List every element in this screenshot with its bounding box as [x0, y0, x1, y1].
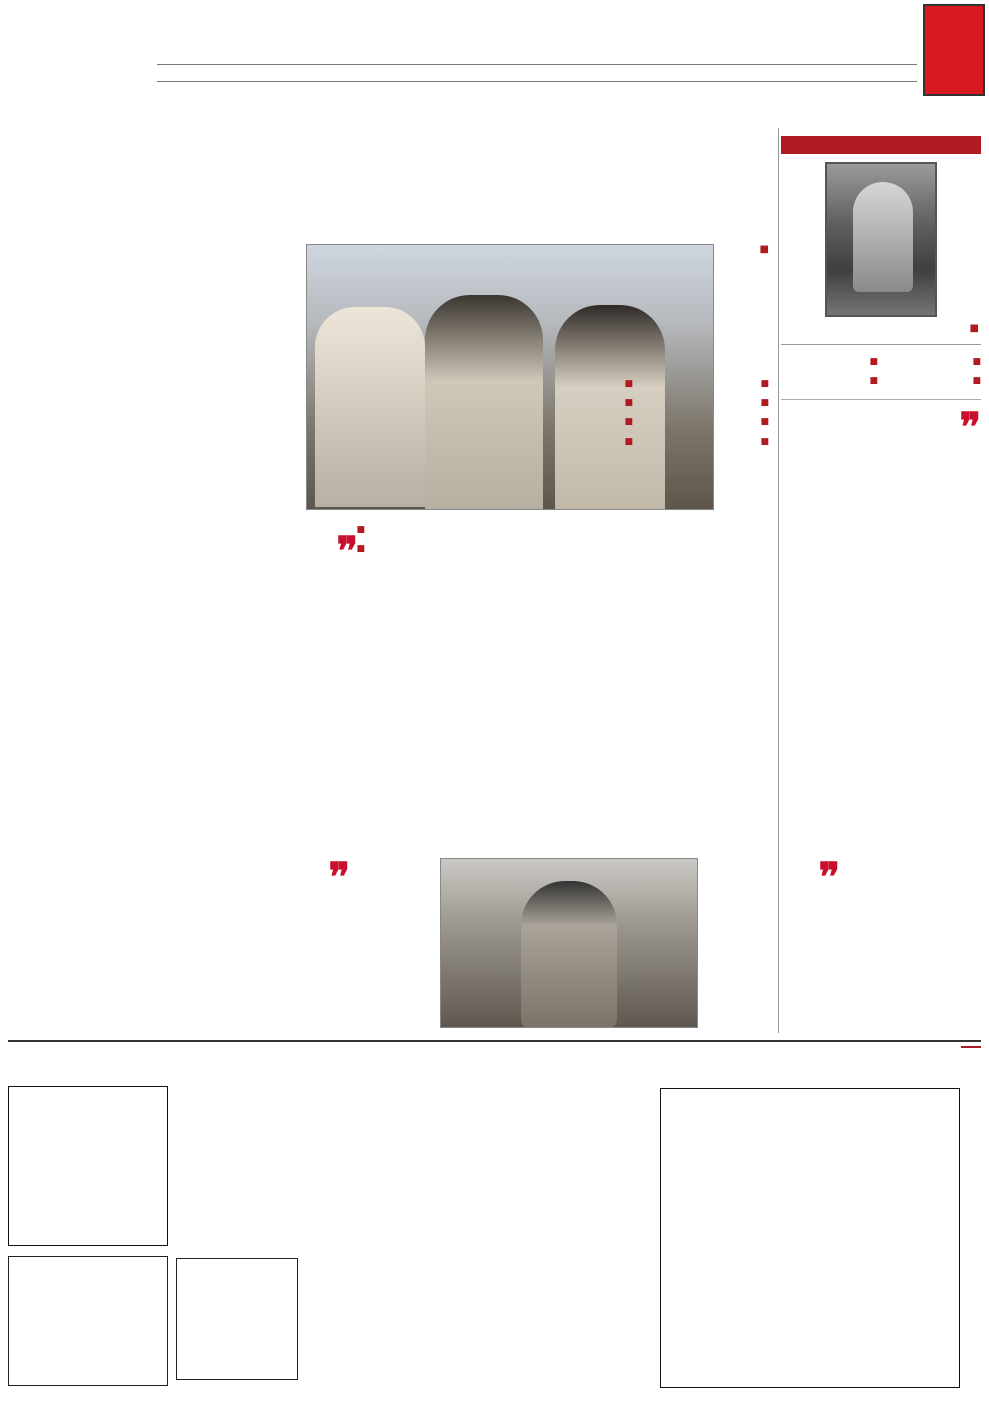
memory-pull-quote — [781, 399, 981, 451]
pull-quote-1 — [230, 528, 358, 575]
memory-header — [781, 136, 981, 154]
subhead — [505, 415, 633, 429]
previous-answer-grid — [176, 1258, 298, 1380]
martyr-portrait-photo — [440, 858, 698, 1028]
subhead — [641, 415, 769, 429]
photo-caption — [286, 244, 302, 510]
puzzle-band — [8, 1040, 981, 1056]
subhead — [884, 356, 981, 370]
memory-body — [781, 351, 981, 391]
puzzle-tag — [961, 1046, 981, 1048]
crossword-row-numbers — [962, 1088, 982, 1388]
martyr-photo — [825, 162, 937, 317]
subhead — [781, 356, 878, 370]
crossword-clues — [310, 1158, 650, 1162]
pull-quote-2 — [708, 854, 840, 901]
section-logo — [395, 6, 525, 64]
memory-col-right — [884, 351, 981, 391]
subhead — [641, 435, 769, 449]
quote-mark-icon: ❞ — [336, 528, 358, 575]
article-col-2 — [505, 372, 633, 852]
crossword-grid[interactable] — [660, 1088, 960, 1388]
subhead — [884, 375, 981, 389]
memory-byline — [783, 323, 979, 334]
subhead — [641, 396, 769, 410]
subhead — [505, 396, 633, 410]
masthead — [0, 0, 989, 100]
previous-sudoku-answer — [8, 1256, 168, 1386]
memory-col-left — [781, 351, 878, 391]
quote-mark-icon: ❞ — [959, 403, 981, 451]
issue-line — [157, 64, 917, 82]
sudoku-grid[interactable] — [8, 1086, 168, 1246]
subhead — [505, 377, 633, 391]
quote-mark-icon: ❞ — [328, 854, 350, 901]
pull-quote-3 — [226, 854, 350, 901]
memory-lead — [781, 338, 981, 345]
subhead — [781, 375, 878, 389]
article-col-3 — [371, 518, 499, 531]
newspaper-logo[interactable] — [923, 4, 985, 96]
quote-mark-icon: ❞ — [818, 854, 840, 901]
subhead — [641, 377, 769, 391]
subhead — [505, 435, 633, 449]
